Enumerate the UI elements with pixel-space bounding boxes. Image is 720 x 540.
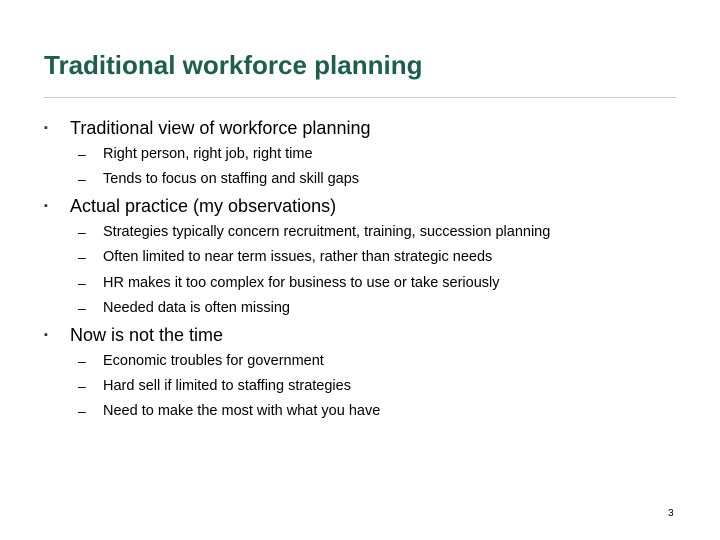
sub-bullet-text: Right person, right job, right time (103, 146, 313, 162)
sub-bullet-text: Needed data is often missing (103, 300, 290, 316)
square-bullet-icon: ▪ (44, 329, 48, 341)
sub-bullet-text: Hard sell if limited to staffing strategies (103, 378, 351, 394)
bullet-text: Actual practice (my observations) (70, 196, 337, 216)
square-bullet-icon: ▪ (44, 200, 48, 212)
sub-bullet-text: HR makes it too complex for business to use or take seriously (103, 275, 500, 291)
sub-bullet-text: Economic troubles for government (103, 353, 324, 369)
sub-bullet-text: Strategies typically concern recruitment, training, succession planning (103, 224, 551, 240)
sub-bullet-text: Tends to focus on staffing and skill gaps (103, 171, 360, 187)
page-number: 3 (668, 508, 674, 519)
dash-bullet-icon: – (78, 146, 86, 162)
bullet-text: Traditional view of workforce planning (70, 118, 371, 138)
dash-bullet-icon: – (78, 275, 86, 291)
dash-bullet-icon: – (78, 224, 86, 240)
dash-bullet-icon: – (78, 378, 86, 394)
slide-title: Traditional workforce planning (44, 50, 423, 80)
dash-bullet-icon: – (78, 353, 86, 369)
dash-bullet-icon: – (78, 171, 86, 187)
sub-bullet-text: Often limited to near term issues, rather than strategic needs (103, 249, 493, 265)
dash-bullet-icon: – (78, 249, 86, 265)
bullet-text: Now is not the time (70, 325, 224, 345)
dash-bullet-icon: – (78, 403, 86, 419)
sub-bullet-text: Need to make the most with what you have (103, 403, 381, 419)
dash-bullet-icon: – (78, 300, 86, 316)
square-bullet-icon: ▪ (44, 122, 48, 134)
